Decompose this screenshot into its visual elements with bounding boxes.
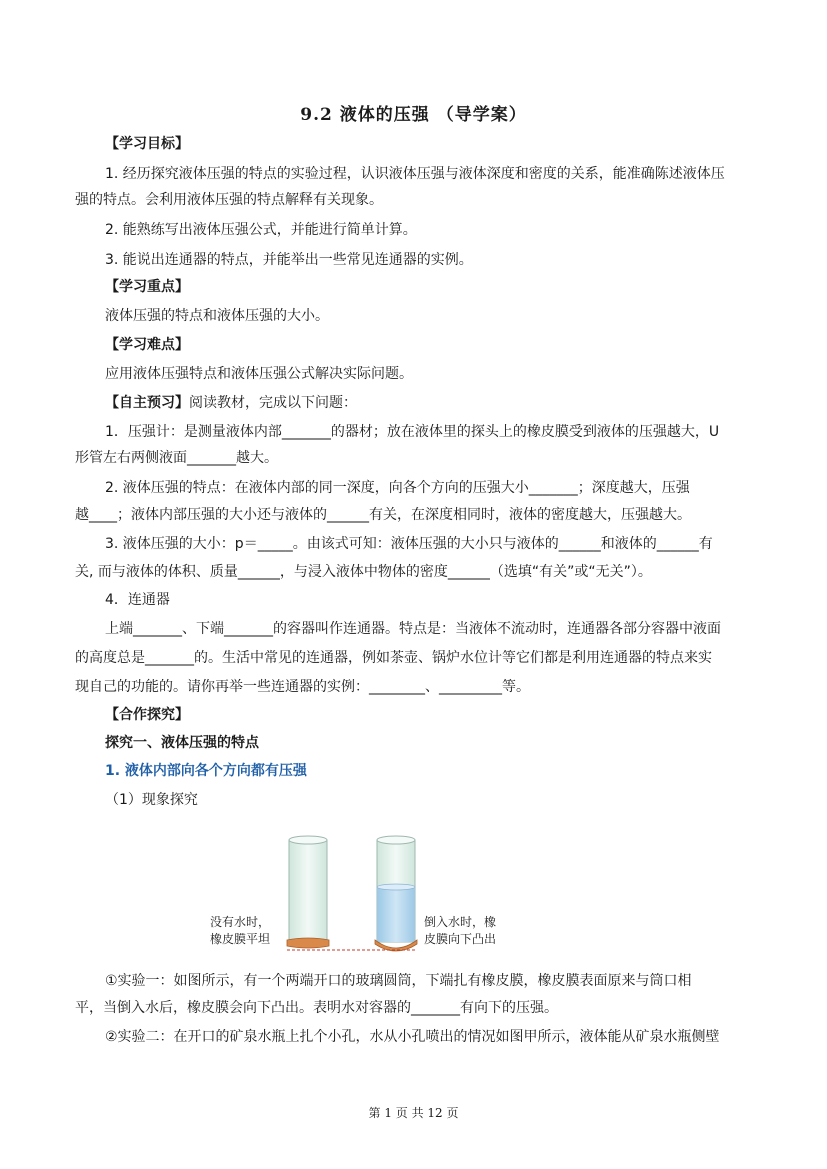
inquiry-heading: 探究一、液体压强的特点 [105, 735, 259, 751]
preview-line: 现自己的功能的。请你再举一些连通器的实例：________、_________等。 [75, 679, 530, 695]
preview-line: 关, 而与液体的体积、质量______，与浸入液体中物体的密度______（选填“有关”或“无关”）。 [75, 564, 652, 580]
preview-line: 的高度总是_______的。生活中常见的连通器，例如茶壶、锅炉水位计等它们都是利用连通器的特点来实 [75, 650, 712, 666]
preview-line: 3. 液体压强的大小：p＝_____。由该式可知：液体压强的大小只与液体的______和液体的______有 [105, 536, 713, 552]
experiment-line: ①实验一：如图所示，有一个两端开口的玻璃圆筒，下端扎有橡皮膜，橡皮膜表面原来与筒口相 [105, 973, 692, 989]
objectives-heading: 【学习目标】 [105, 136, 189, 152]
preview-heading: 【自主预习】 [105, 395, 189, 411]
left-caption-2: 橡皮膜平坦 [210, 932, 271, 946]
preview-line: 上端_______、下端_______的容器叫作连通器。特点是：当液体不流动时，连通器各部分容器中液面 [105, 621, 721, 637]
preview-line: 4．连通器 [105, 592, 170, 608]
sub-heading: 1. 液体内部向各个方向都有压强 [105, 763, 307, 779]
preview-line: 1．压强计：是测量液体内部_______的器材；放在液体里的探头上的橡皮膜受到液体的压强越大，U [105, 424, 720, 440]
preview-line: 2. 液体压强的特点：在液体内部的同一深度，向各个方向的压强大小_______；深度越大，压强 [105, 480, 690, 496]
flat-membrane [287, 938, 329, 948]
page-footer: 第 1 页 共 12 页 [368, 1106, 459, 1120]
preview-line: 越____；液体内部压强的大小还与液体的______有关，在深度相同时，液体的密度越大，压强越大。 [75, 507, 691, 523]
right-caption-1: 倒入水时，橡 [424, 915, 497, 929]
key-points-heading: 【学习重点】 [105, 279, 189, 295]
preview-line: 形管左右两侧液面_______越大。 [75, 450, 278, 466]
objective-line: 2. 能熟练写出液体压强公式，并能进行简单计算。 [105, 222, 417, 238]
left-caption-1: 没有水时， [210, 915, 271, 929]
objective-line: 1. 经历探究液体压强的特点的实验过程，认识液体压强与液体深度和密度的关系，能准确陈述液体压 [105, 166, 725, 182]
preview-intro: 阅读教材，完成以下问题： [189, 395, 357, 411]
difficulties-text: 应用液体压强特点和液体压强公式解决实际问题。 [105, 366, 413, 382]
experiment-line: ②实验二：在开口的矿泉水瓶上扎个小孔，水从小孔喷出的情况如图甲所示，液体能从矿泉水瓶侧壁 [105, 1029, 720, 1045]
experiment-line: 平，当倒入水后，橡皮膜会向下凸出。表明水对容器的_______有向下的压强。 [75, 1000, 558, 1016]
water-column [377, 887, 415, 942]
right-caption-2: 皮膜向下凸出 [424, 932, 497, 946]
cooperation-heading: 【合作探究】 [105, 707, 189, 723]
empty-cylinder [287, 836, 329, 948]
page-title: 9.2 液体的压强 （导学案） [300, 105, 527, 125]
experiment-figure [205, 832, 525, 957]
difficulties-heading: 【学习难点】 [105, 337, 189, 353]
step-label: （1）现象探究 [105, 792, 198, 808]
objective-line: 3. 能说出连通器的特点，并能举出一些常见连通器的实例。 [105, 252, 473, 268]
key-points-text: 液体压强的特点和液体压强的大小。 [105, 308, 329, 324]
objective-line: 强的特点。会利用液体压强的特点解释有关现象。 [75, 192, 383, 208]
preview-heading-line [105, 393, 357, 413]
water-cylinder [375, 836, 417, 951]
